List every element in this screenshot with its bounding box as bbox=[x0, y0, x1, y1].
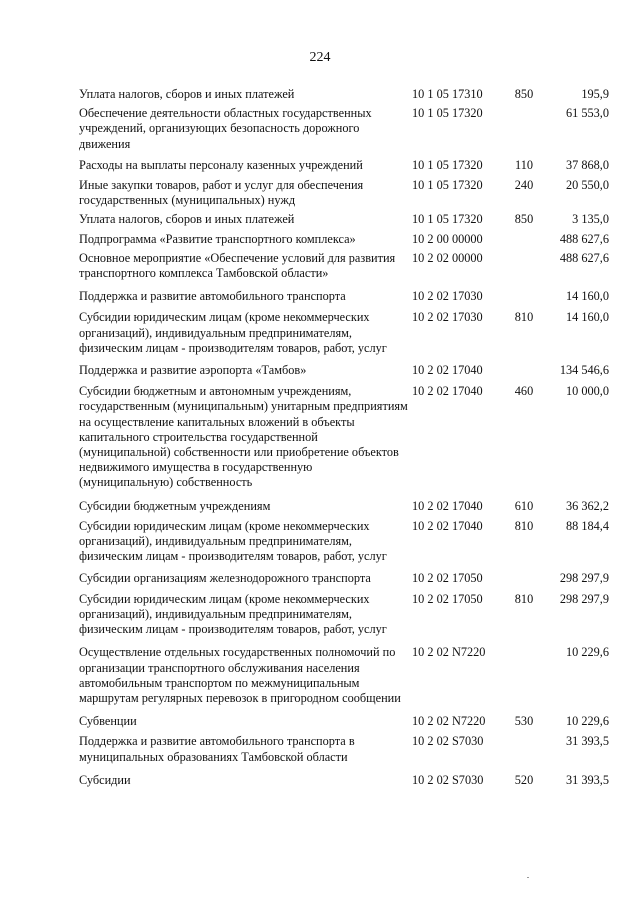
amount: 10 229,6 bbox=[565, 645, 609, 660]
expense-name: Расходы на выплаты персоналу казенных учреждений bbox=[79, 157, 363, 172]
expense-name: Субсидии организациям железнодорожного транспорта bbox=[79, 571, 371, 586]
target-article-code: 10 2 02 17030 bbox=[412, 310, 483, 325]
expense-type-code: 610 bbox=[514, 498, 534, 513]
table-row bbox=[79, 87, 609, 102]
expense-name: Подпрограмма «Развитие транспортного комплекса» bbox=[79, 231, 356, 246]
expense-name: Основное мероприятие «Обеспечение условий для развития транспортного комплекса Тамбовской области» bbox=[79, 250, 396, 281]
amount: 195,9 bbox=[581, 87, 609, 101]
amount: 37 868,0 bbox=[565, 157, 609, 172]
expense-name: Субсидии юридическим лицам (кроме некоммерческих организаций), индивидуальным предпринимателям, физическим лицам - производителям товаров, работ, услуг bbox=[79, 310, 387, 355]
expense-name: Субвенции bbox=[79, 714, 137, 729]
expense-name: Осуществление отдельных государственных полномочий по организации транспортного обслуживания населения автомобильным транспортом по межмуниципальным маршрутам регулярных перевозок в пригородном сообщении bbox=[79, 645, 401, 705]
expense-type-code: 850 bbox=[514, 87, 534, 101]
table-row bbox=[79, 178, 609, 208]
amount: 298 297,9 bbox=[559, 591, 609, 606]
table-row bbox=[79, 645, 609, 706]
amount: 3 135,0 bbox=[572, 212, 609, 227]
table-row bbox=[79, 106, 609, 152]
target-article-code: 10 2 02 00000 bbox=[412, 250, 483, 265]
expense-name: Поддержка и развитие автомобильного транспорта в муниципальных образованиях Тамбовской области bbox=[79, 734, 355, 764]
table-row bbox=[79, 499, 609, 514]
expense-type-code: 110 bbox=[515, 157, 533, 172]
table-row bbox=[79, 592, 609, 638]
target-article-code: 10 1 05 17320 bbox=[412, 178, 483, 193]
table-row bbox=[79, 251, 609, 281]
amount: 14 160,0 bbox=[565, 310, 609, 325]
target-article-code: 10 2 02 N7220 bbox=[412, 714, 486, 729]
expense-type-code: 460 bbox=[514, 384, 534, 399]
expense-type-code: 810 bbox=[514, 518, 534, 533]
expense-type-code: 240 bbox=[514, 178, 534, 193]
expense-type-code: 810 bbox=[514, 310, 534, 325]
expense-name: Обеспечение деятельности областных государственных учреждений, организующих безопасность дорожного движения bbox=[79, 106, 372, 151]
table-row bbox=[79, 289, 609, 304]
target-article-code: 10 2 02 17050 bbox=[412, 591, 483, 606]
table-row bbox=[79, 773, 609, 788]
budget-table bbox=[79, 87, 609, 788]
amount: 61 553,0 bbox=[565, 106, 609, 121]
amount: 31 393,5 bbox=[565, 772, 609, 787]
table-row bbox=[79, 571, 609, 586]
expense-name: Поддержка и развитие автомобильного транспорта bbox=[79, 289, 346, 304]
expense-name: Субсидии bbox=[79, 772, 131, 787]
amount: 10 229,6 bbox=[565, 714, 609, 729]
expense-type-code: 530 bbox=[514, 714, 534, 729]
target-article-code: 10 1 05 17320 bbox=[412, 106, 483, 121]
expense-type-code: 520 bbox=[514, 772, 534, 787]
expense-name: Субсидии бюджетным учреждениям bbox=[79, 498, 271, 513]
table-row bbox=[79, 384, 609, 490]
page-number: 224 bbox=[309, 50, 331, 65]
amount: 298 297,9 bbox=[559, 571, 609, 586]
expense-name: Субсидии юридическим лицам (кроме некоммерческих организаций), индивидуальным предпринимателям, физическим лицам - производителям товаров, работ, услуг bbox=[79, 591, 387, 637]
expense-name: Субсидии юридическим лицам (кроме некоммерческих организаций), индивидуальным предпринимателям, физическим лицам - производителям товаров, работ, услуг bbox=[79, 518, 387, 564]
expense-name: Иные закупки товаров, работ и услуг для обеспечения государственных (муниципальных) нужд bbox=[79, 178, 364, 208]
amount: 10 000,0 bbox=[565, 384, 609, 399]
table-row bbox=[79, 714, 609, 729]
expense-name: Уплата налогов, сборов и иных платежей bbox=[79, 212, 295, 227]
amount: 88 184,4 bbox=[565, 518, 609, 533]
amount: 20 550,0 bbox=[565, 178, 609, 193]
expense-name: Субсидии бюджетным и автономным учреждениям, государственным (муниципальным) унитарным предприятиям на осуществление капитальных вложений в объекты капитального строительства государственной (муниципальной) собственности или приобретение объектов недвижимого имущества в государственную (муниципальную) собственность bbox=[79, 384, 408, 490]
amount: 488 627,6 bbox=[559, 250, 609, 265]
target-article-code: 10 2 02 17040 bbox=[412, 363, 483, 378]
amount: 488 627,6 bbox=[559, 231, 609, 246]
scan-speck bbox=[527, 877, 529, 878]
target-article-code: 10 2 02 S7030 bbox=[412, 734, 484, 749]
target-article-code: 10 2 00 00000 bbox=[412, 231, 483, 246]
table-row bbox=[79, 158, 609, 173]
target-article-code: 10 1 05 17320 bbox=[412, 157, 483, 172]
target-article-code: 10 2 02 17030 bbox=[412, 289, 483, 304]
amount: 36 362,2 bbox=[565, 498, 609, 513]
expense-type-code: 810 bbox=[514, 591, 534, 606]
target-article-code: 10 1 05 17320 bbox=[412, 212, 483, 227]
expense-type-code: 850 bbox=[514, 212, 534, 227]
target-article-code: 10 2 02 17050 bbox=[412, 571, 483, 586]
expense-name: Уплата налогов, сборов и иных платежей bbox=[79, 87, 295, 101]
table-row bbox=[79, 363, 609, 378]
amount: 31 393,5 bbox=[565, 734, 609, 749]
target-article-code: 10 2 02 17040 bbox=[412, 518, 483, 533]
table-row bbox=[79, 232, 609, 247]
table-row bbox=[79, 519, 609, 565]
amount: 134 546,6 bbox=[559, 363, 609, 378]
target-article-code: 10 2 02 17040 bbox=[412, 498, 483, 513]
table-row bbox=[79, 212, 609, 227]
target-article-code: 10 2 02 S7030 bbox=[412, 772, 484, 787]
expense-name: Поддержка и развитие аэропорта «Тамбов» bbox=[79, 363, 307, 378]
table-row bbox=[79, 310, 609, 356]
target-article-code: 10 2 02 N7220 bbox=[412, 645, 486, 660]
target-article-code: 10 2 02 17040 bbox=[412, 384, 483, 399]
table-row bbox=[79, 734, 609, 764]
amount: 14 160,0 bbox=[565, 289, 609, 304]
target-article-code: 10 1 05 17310 bbox=[412, 87, 483, 101]
